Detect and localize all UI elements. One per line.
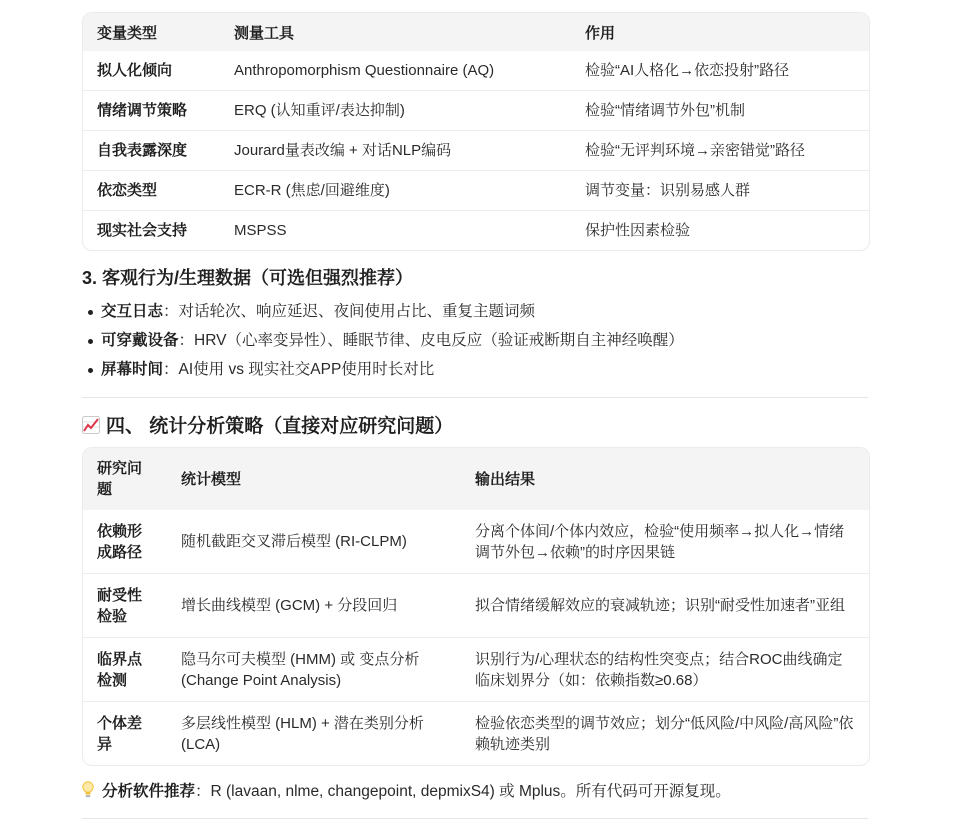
purpose-cell: 检验“无评判环境→亲密错觉”路径 (571, 131, 869, 171)
column-header: 统计模型 (167, 448, 461, 510)
table-row (83, 131, 869, 171)
list-item-label: 可穿戴设备 (101, 332, 179, 349)
list-item-label: 交互日志 (101, 303, 164, 320)
purpose-cell: 调节变量：识别易感人群 (571, 171, 869, 211)
variable-type-cell: 依恋类型 (83, 171, 220, 211)
table-row (83, 91, 869, 131)
section-4-title: 四、 统计分析策略（直接对应研究问题） (106, 416, 454, 437)
model-cell: 增长曲线模型 (GCM) + 分段回归 (167, 574, 461, 638)
table-row (83, 638, 869, 702)
lightbulb-icon (82, 781, 94, 799)
purpose-cell: 检验“AI人格化→依恋投射”路径 (585, 62, 790, 79)
table-row (83, 510, 869, 574)
research-question-cell: 耐受性检验 (83, 574, 167, 638)
chart-increasing-icon (82, 416, 100, 434)
model-cell: 隐马尔可夫模型 (HMM) 或 变点分析 (Change Point Analysis) (167, 638, 461, 702)
table-header-row (83, 13, 869, 51)
tool-cell: Anthropomorphism Questionnaire (AQ) (234, 62, 495, 79)
objective-data-list (88, 300, 684, 387)
table-row (83, 211, 869, 251)
section-divider (82, 818, 868, 819)
statistical-strategy-table (82, 447, 870, 766)
research-question-cell: 临界点检测 (83, 638, 167, 702)
list-item-text: ：对话轮次、响应延迟、夜间使用占比、重复主题词频 (163, 303, 536, 320)
tool-cell: ECR-R (焦虑/回避维度) (220, 171, 571, 211)
list-item (88, 329, 684, 358)
purpose-cell: 检验“情绪调节外包”机制 (571, 91, 869, 131)
variable-type-cell: 现实社会支持 (83, 211, 220, 251)
section-3-heading: 3. 客观行为/生理数据（可选但强烈推荐） (82, 268, 414, 288)
output-cell: 拟合情绪缓解效应的衰减轨迹；识别“耐受性加速者”亚组 (461, 574, 869, 638)
column-header: 变量类型 (83, 13, 220, 51)
list-item-text: ：HRV（心率变异性）、睡眠节律、皮电反应（验证戒断期自主神经唤醒） (178, 332, 684, 349)
purpose-cell: 保护性因素检验 (571, 211, 869, 251)
column-header: 测量工具 (220, 13, 571, 51)
column-header: 研究问题 (83, 448, 167, 510)
list-item (88, 358, 684, 387)
variable-type-cell: 情绪调节策略 (83, 91, 220, 131)
table-row (83, 702, 869, 766)
tip-text: ：R (lavaan, nlme, changepoint, depmixS4) 或 Mplus。所有代码可开源复现。 (195, 783, 731, 800)
table-row (83, 171, 869, 211)
variable-type-cell: 自我表露深度 (83, 131, 220, 171)
column-header: 输出结果 (461, 448, 869, 510)
list-item (88, 300, 684, 329)
research-question-cell: 依赖形成路径 (97, 522, 143, 561)
output-cell: 识别行为/心理状态的结构性突变点；结合ROC曲线确定临床划界分（如：依赖指数≥0.68） (461, 638, 869, 702)
tool-cell: Jourard量表改编 + 对话NLP编码 (220, 131, 571, 171)
software-tip (82, 779, 731, 801)
research-question-cell: 个体差异 (83, 702, 167, 766)
table-row (83, 51, 869, 91)
list-item-text: ：AI使用 vs 现实社交APP使用时长对比 (163, 361, 435, 378)
output-cell: 检验依恋类型的调节效应；划分“低风险/中风险/高风险”依赖轨迹类别 (461, 702, 869, 766)
tool-cell: MSPSS (220, 211, 571, 251)
section-divider (82, 397, 868, 398)
table-header-row (83, 448, 869, 510)
model-cell: 多层线性模型 (HLM) + 潜在类别分析 (LCA) (167, 702, 461, 766)
variable-type-cell: 拟人化倾向 (97, 62, 173, 79)
tip-label: 分析软件推荐 (102, 783, 196, 800)
measurement-tools-table (82, 12, 870, 251)
section-4-heading (82, 411, 453, 438)
table-row (83, 574, 869, 638)
tool-cell: ERQ (认知重评/表达抑制) (220, 91, 571, 131)
model-cell: 随机截距交叉滞后模型 (RI-CLPM) (181, 533, 407, 550)
list-item-label: 屏幕时间 (101, 361, 164, 378)
column-header: 作用 (571, 13, 869, 51)
output-cell: 分离个体间/个体内效应，检验“使用频率→拟人化→情绪调节外包→依赖”的时序因果链 (475, 522, 845, 561)
